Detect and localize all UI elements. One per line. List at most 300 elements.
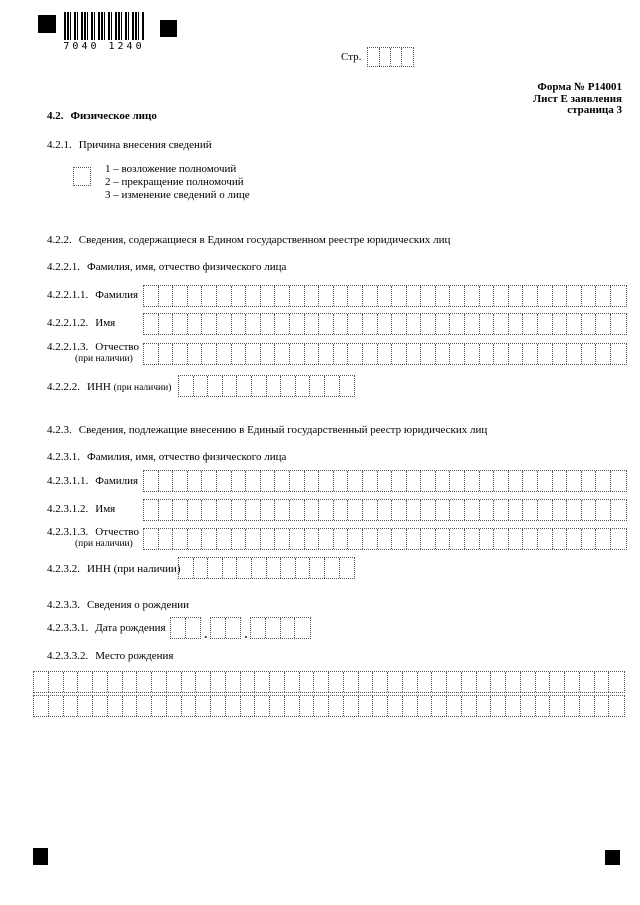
patronymic-note: (при наличии) — [75, 354, 133, 364]
form-title: Форма № Р14001 — [537, 81, 622, 93]
input-cell — [334, 344, 349, 364]
input-cell — [179, 558, 194, 578]
input-cell — [363, 344, 378, 364]
input-cell — [611, 500, 626, 520]
input-cell — [188, 314, 203, 334]
input-cell — [565, 672, 580, 692]
input-cell — [296, 558, 311, 578]
section-number: 4.2.3.3. — [47, 599, 80, 611]
input-cell — [407, 286, 422, 306]
input-cell — [290, 286, 305, 306]
input-cell — [246, 344, 261, 364]
input-cell — [334, 529, 349, 549]
input-cell — [226, 672, 241, 692]
input-cell — [611, 314, 626, 334]
input-cell — [261, 500, 276, 520]
input-cell — [538, 344, 553, 364]
input-cell — [391, 48, 402, 66]
input-cell — [582, 500, 597, 520]
input-cell — [418, 672, 433, 692]
patronymic-note: (при наличии) — [75, 539, 133, 549]
inn-note: (при наличии) — [113, 383, 172, 393]
patronymic-new-label: 4.2.3.1.3. Отчество (при наличии) — [47, 526, 139, 549]
input-cell — [582, 344, 597, 364]
surname-egrul-field — [143, 285, 627, 307]
input-cell — [595, 696, 610, 716]
input-cell — [553, 500, 568, 520]
input-cell — [144, 471, 159, 491]
input-cell — [392, 529, 407, 549]
section-number: 4.2.3.1. — [47, 451, 80, 463]
input-cell — [296, 376, 311, 396]
input-cell — [373, 672, 388, 692]
input-cell — [93, 672, 108, 692]
input-cell — [388, 672, 403, 692]
reason-option-2: 2 – прекращение полномочий — [105, 175, 244, 188]
input-cell — [567, 471, 582, 491]
input-cell — [553, 471, 568, 491]
section-title: Сведения, подлежащие внесению в Единый государственный реестр юридических лиц — [78, 424, 488, 436]
input-cell — [480, 529, 495, 549]
inn-new-field — [178, 557, 355, 579]
input-cell — [246, 286, 261, 306]
input-cell — [363, 471, 378, 491]
input-cell — [477, 696, 492, 716]
input-cell — [226, 618, 241, 638]
input-cell — [211, 618, 226, 638]
input-cell — [217, 500, 232, 520]
input-cell — [334, 500, 349, 520]
input-cell — [285, 672, 300, 692]
input-cell — [436, 471, 451, 491]
birthdate-day-cells — [170, 617, 201, 639]
birthplace-label: 4.2.3.3.2. Место рождения — [47, 650, 174, 662]
input-cell — [521, 672, 536, 692]
input-cell — [159, 286, 174, 306]
input-cell — [462, 672, 477, 692]
input-cell — [78, 672, 93, 692]
input-cell — [392, 471, 407, 491]
input-cell — [108, 672, 123, 692]
input-cell — [465, 344, 480, 364]
section-number: 4.2.3. — [47, 424, 72, 436]
input-cell — [188, 500, 203, 520]
input-cell — [319, 314, 334, 334]
input-cell — [232, 529, 247, 549]
input-cell — [392, 344, 407, 364]
registration-mark — [160, 20, 177, 37]
input-cell — [49, 696, 64, 716]
input-cell — [567, 529, 582, 549]
input-cell — [223, 376, 238, 396]
input-cell — [465, 471, 480, 491]
input-cell — [319, 286, 334, 306]
input-cell — [300, 696, 315, 716]
input-cell — [596, 500, 611, 520]
section-title: Сведения о рождении — [87, 599, 189, 611]
input-cell — [319, 529, 334, 549]
input-cell — [179, 376, 194, 396]
input-cell — [290, 314, 305, 334]
input-cell — [173, 314, 188, 334]
input-cell — [329, 672, 344, 692]
input-cell — [550, 696, 565, 716]
input-cell — [447, 696, 462, 716]
input-cell — [421, 286, 436, 306]
input-cell — [609, 696, 624, 716]
corner-mark-bottom-left — [33, 848, 48, 865]
input-cell — [494, 344, 509, 364]
input-cell — [523, 471, 538, 491]
input-cell — [144, 500, 159, 520]
input-cell — [462, 696, 477, 716]
input-cell — [217, 471, 232, 491]
input-cell — [152, 672, 167, 692]
section-number: 4.2.2.1. — [47, 261, 80, 273]
input-cell — [167, 672, 182, 692]
barcode — [64, 12, 144, 40]
input-cell — [611, 344, 626, 364]
inn-egrul-field — [178, 375, 355, 397]
input-cell — [232, 471, 247, 491]
input-cell — [246, 314, 261, 334]
input-cell — [232, 344, 247, 364]
input-cell — [188, 286, 203, 306]
input-cell — [348, 344, 363, 364]
input-cell — [314, 696, 329, 716]
input-cell — [344, 696, 359, 716]
input-cell — [319, 344, 334, 364]
input-cell — [202, 344, 217, 364]
input-cell — [202, 286, 217, 306]
input-cell — [494, 471, 509, 491]
section-number: 4.2.1. — [47, 139, 72, 151]
input-cell — [432, 696, 447, 716]
input-cell — [553, 529, 568, 549]
input-cell — [305, 500, 320, 520]
section-title: Фамилия, имя, отчество физического лица — [87, 261, 287, 273]
input-cell — [611, 529, 626, 549]
surname-new-label: 4.2.3.1.1. Фамилия — [47, 475, 139, 487]
input-cell — [34, 672, 49, 692]
input-cell — [173, 500, 188, 520]
page-number-box — [367, 47, 414, 67]
input-cell — [596, 314, 611, 334]
input-cell — [596, 286, 611, 306]
input-cell — [567, 314, 582, 334]
input-cell — [261, 286, 276, 306]
input-cell — [267, 376, 282, 396]
input-cell — [232, 500, 247, 520]
input-cell — [373, 696, 388, 716]
input-cell — [407, 500, 422, 520]
input-cell — [378, 500, 393, 520]
section-title: Физическое лицо — [70, 110, 157, 122]
input-cell — [188, 471, 203, 491]
input-cell — [521, 696, 536, 716]
input-cell — [251, 618, 266, 638]
input-cell — [152, 696, 167, 716]
input-cell — [246, 529, 261, 549]
input-cell — [186, 618, 201, 638]
birthdate-field — [170, 617, 311, 639]
input-cell — [480, 500, 495, 520]
input-cell — [523, 344, 538, 364]
input-cell — [34, 696, 49, 716]
input-cell — [450, 286, 465, 306]
input-cell — [319, 500, 334, 520]
input-cell — [334, 471, 349, 491]
input-cell — [340, 558, 355, 578]
input-cell — [363, 500, 378, 520]
input-cell — [300, 672, 315, 692]
input-cell — [275, 471, 290, 491]
input-cell — [595, 672, 610, 692]
input-cell — [123, 696, 138, 716]
input-cell — [359, 672, 374, 692]
input-cell — [447, 672, 462, 692]
input-cell — [436, 314, 451, 334]
input-cell — [567, 500, 582, 520]
input-cell — [305, 286, 320, 306]
input-cell — [421, 529, 436, 549]
birthplace-field-row-1 — [33, 671, 625, 693]
patronymic-egrul-label: 4.2.2.1.3. Отчество (при наличии) — [47, 341, 139, 364]
input-cell — [159, 471, 174, 491]
input-cell — [494, 286, 509, 306]
surname-egrul-label: 4.2.2.1.1. Фамилия — [47, 289, 139, 301]
input-cell — [223, 558, 238, 578]
input-cell — [64, 696, 79, 716]
input-cell — [290, 471, 305, 491]
input-cell — [582, 529, 597, 549]
input-cell — [450, 314, 465, 334]
input-cell — [480, 344, 495, 364]
input-cell — [237, 558, 252, 578]
reason-checkbox — [73, 167, 91, 186]
sheet-title: Лист Е заявления — [532, 92, 622, 105]
input-cell — [380, 48, 391, 66]
input-cell — [144, 314, 159, 334]
section-4-2-2-1-heading — [47, 261, 286, 274]
input-cell — [378, 314, 393, 334]
input-cell — [171, 618, 186, 638]
input-cell — [196, 696, 211, 716]
reason-option-3: 3 – изменение сведений о лице — [105, 188, 250, 201]
input-cell — [144, 286, 159, 306]
input-cell — [261, 529, 276, 549]
input-cell — [270, 672, 285, 692]
input-cell — [159, 529, 174, 549]
input-cell — [246, 500, 261, 520]
input-cell — [137, 672, 152, 692]
inn-egrul-label: 4.2.2.2. ИНН (при наличии) — [47, 381, 172, 393]
input-cell — [596, 529, 611, 549]
input-cell — [167, 696, 182, 716]
page-number-group — [341, 47, 414, 67]
input-cell — [305, 529, 320, 549]
input-cell — [348, 529, 363, 549]
input-cell — [217, 286, 232, 306]
date-separator: . — [244, 627, 248, 641]
input-cell — [348, 286, 363, 306]
input-cell — [465, 529, 480, 549]
input-cell — [550, 672, 565, 692]
input-cell — [290, 344, 305, 364]
input-cell — [144, 344, 159, 364]
input-cell — [509, 500, 524, 520]
firstname-new-field — [143, 499, 627, 521]
section-4-2-3-3-heading — [47, 599, 189, 612]
input-cell — [159, 314, 174, 334]
section-4-2-1-heading — [47, 139, 212, 152]
birthdate-year-cells — [250, 617, 310, 639]
input-cell — [596, 344, 611, 364]
firstname-new-label: 4.2.3.1.2. Имя — [47, 503, 116, 515]
page-number-label: Стр. — [341, 51, 362, 63]
input-cell — [611, 286, 626, 306]
input-cell — [217, 314, 232, 334]
input-cell — [281, 558, 296, 578]
section-4-2-2-heading — [47, 234, 450, 247]
input-cell — [202, 471, 217, 491]
input-cell — [609, 672, 624, 692]
input-cell — [450, 529, 465, 549]
input-cell — [305, 344, 320, 364]
input-cell — [582, 471, 597, 491]
input-cell — [281, 618, 296, 638]
input-cell — [49, 672, 64, 692]
corner-mark-top-left — [38, 15, 56, 33]
input-cell — [348, 500, 363, 520]
input-cell — [538, 471, 553, 491]
input-cell — [348, 471, 363, 491]
input-cell — [538, 529, 553, 549]
input-cell — [241, 696, 256, 716]
input-cell — [334, 314, 349, 334]
input-cell — [173, 471, 188, 491]
input-cell — [553, 344, 568, 364]
input-cell — [538, 314, 553, 334]
input-cell — [436, 500, 451, 520]
input-cell — [329, 696, 344, 716]
input-cell — [211, 696, 226, 716]
input-cell — [270, 696, 285, 716]
input-cell — [285, 696, 300, 716]
input-cell — [64, 672, 79, 692]
section-number: 4.2.2. — [47, 234, 72, 246]
input-cell — [392, 500, 407, 520]
input-cell — [202, 529, 217, 549]
input-cell — [281, 376, 296, 396]
input-cell — [310, 558, 325, 578]
input-cell — [261, 471, 276, 491]
section-title: Фамилия, имя, отчество физического лица — [87, 451, 287, 463]
input-cell — [402, 48, 413, 66]
form-header — [533, 82, 622, 117]
barcode-digits: 7040 1240 — [63, 41, 145, 52]
input-cell — [403, 672, 418, 692]
input-cell — [194, 376, 209, 396]
input-cell — [407, 314, 422, 334]
input-cell — [314, 672, 329, 692]
input-cell — [494, 500, 509, 520]
input-cell — [388, 696, 403, 716]
input-cell — [255, 696, 270, 716]
input-cell — [392, 314, 407, 334]
input-cell — [232, 286, 247, 306]
input-cell — [344, 672, 359, 692]
input-cell — [421, 471, 436, 491]
input-cell — [436, 529, 451, 549]
input-cell — [536, 672, 551, 692]
birthdate-label: 4.2.3.3.1. Дата рождения — [47, 622, 166, 634]
input-cell — [363, 286, 378, 306]
firstname-egrul-label: 4.2.2.1.2. Имя — [47, 317, 116, 329]
input-cell — [137, 696, 152, 716]
input-cell — [538, 500, 553, 520]
input-cell — [580, 696, 595, 716]
input-cell — [363, 314, 378, 334]
input-cell — [363, 529, 378, 549]
input-cell — [450, 500, 465, 520]
input-cell — [465, 314, 480, 334]
input-cell — [436, 344, 451, 364]
input-cell — [509, 529, 524, 549]
input-cell — [217, 344, 232, 364]
input-cell — [261, 344, 276, 364]
input-cell — [494, 314, 509, 334]
input-cell — [290, 529, 305, 549]
input-cell — [173, 529, 188, 549]
input-cell — [202, 314, 217, 334]
input-cell — [523, 500, 538, 520]
input-cell — [266, 618, 281, 638]
input-cell — [275, 500, 290, 520]
input-cell — [509, 286, 524, 306]
input-cell — [538, 286, 553, 306]
date-separator: . — [204, 627, 208, 641]
input-cell — [523, 286, 538, 306]
input-cell — [553, 314, 568, 334]
birthplace-field-row-2 — [33, 695, 625, 717]
input-cell — [392, 286, 407, 306]
input-cell — [275, 286, 290, 306]
input-cell — [509, 344, 524, 364]
input-cell — [295, 618, 310, 638]
input-cell — [325, 376, 340, 396]
birthdate-month-cells — [210, 617, 241, 639]
input-cell — [144, 529, 159, 549]
surname-new-field — [143, 470, 627, 492]
input-cell — [506, 672, 521, 692]
input-cell — [194, 558, 209, 578]
input-cell — [480, 286, 495, 306]
input-cell — [407, 344, 422, 364]
input-cell — [275, 529, 290, 549]
input-cell — [267, 558, 282, 578]
input-cell — [580, 672, 595, 692]
input-cell — [93, 696, 108, 716]
input-cell — [465, 500, 480, 520]
input-cell — [491, 696, 506, 716]
input-cell — [340, 376, 355, 396]
firstname-egrul-field — [143, 313, 627, 335]
input-cell — [421, 344, 436, 364]
input-cell — [123, 672, 138, 692]
input-cell — [509, 314, 524, 334]
section-title: Причина внесения сведений — [78, 139, 212, 151]
